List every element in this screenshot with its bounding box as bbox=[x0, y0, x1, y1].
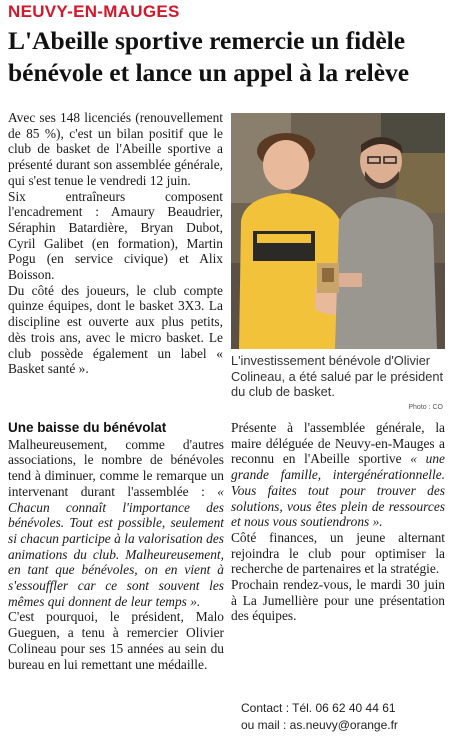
section-column-right bbox=[231, 420, 445, 624]
article-photo bbox=[231, 113, 445, 349]
paragraph-coaches: Six entraîneurs composent l'encadrement : Amaury Beaudrier, Séraphin Batardière, Bryan Dubot, Cyril Galibet (en formation), Martin Pogu (en service civique) et Alix Boisson. bbox=[8, 188, 223, 283]
section-column-left bbox=[8, 420, 224, 672]
paragraph-finances: Côté finances, un jeune alternant rejoindra le club pour optimiser la recherche de partenaires et la stratégie. bbox=[231, 529, 445, 577]
intro-column bbox=[8, 110, 223, 377]
kicker: NEUVY-EN-MAUGES bbox=[8, 2, 180, 21]
paragraph-volunteers bbox=[8, 437, 224, 610]
paragraph-volunteers-quote: « Chacun connaît l'importance des bénévoles. Tout est possible, seulement si chacun participe à la valorisation des animations du club. Malheureusement, en tant que bénévoles, on en vient à s'essouffler car ce sont souvent les mêmes qui donnent de leur temps ». bbox=[8, 483, 224, 609]
photo-illustration bbox=[231, 113, 445, 349]
contact-mail: ou mail : as.neuvy@orange.fr bbox=[241, 718, 398, 732]
photo-credit: Photo : CO bbox=[408, 404, 443, 411]
paragraph-medal: C'est pourquoi, le président, Malo Gueguen, a tenu à remercier Olivier Colineau pour ses 15 années au sein du bureau en lui remettant une médaille. bbox=[8, 609, 224, 672]
paragraph-mayor-quote: « une grande famille, intergénérationnelle. Vous faites tout pour trouver des solutions, vous êtes plein de ressources et nous vous soutiendrons ». bbox=[231, 451, 445, 530]
contact-block bbox=[241, 700, 441, 734]
headline: L'Abeille sportive remercie un fidèle bénévole et lance un appel à la relève bbox=[8, 26, 410, 87]
paragraph-volunteers-text: Malheureusement, comme d'autres associations, le nombre de bénévoles tend à diminuer, comme le remarque un intervenant durant l'assemblée : bbox=[8, 436, 224, 499]
paragraph-mayor-text: Présente à l'assemblée générale, la maire déléguée de Neuvy-en-Mauges a reconnu en l'Abeille sportive bbox=[231, 420, 445, 467]
paragraph-intro: Avec ses 148 licenciés (renouvellement de 85 %), c'est un bilan positif que le club de basket de l'Abeille sportive a présenté durant son assemblée générale, qui s'est tenue le vendredi 12 juin. bbox=[8, 110, 223, 188]
paragraph-teams: Du côté des joueurs, le club compte quinze équipes, dont le basket 3X3. La discipline est ouverte aux plus petits, dès trois ans, avec le micro basket. Le club possède également un label « Basket santé ». bbox=[8, 282, 223, 377]
paragraph-mayor bbox=[231, 420, 445, 530]
photo-caption: L'investissement bénévole d'Olivier Colineau, a été salué par le président du club de basket. bbox=[231, 353, 443, 399]
contact-phone: Contact : Tél. 06 62 40 44 61 bbox=[241, 701, 396, 715]
paragraph-next-event: Prochain rendez-vous, le mardi 30 juin à La Jumellière pour une présentation des équipes. bbox=[231, 577, 445, 624]
subhead: Une baisse du bénévolat bbox=[8, 420, 167, 435]
